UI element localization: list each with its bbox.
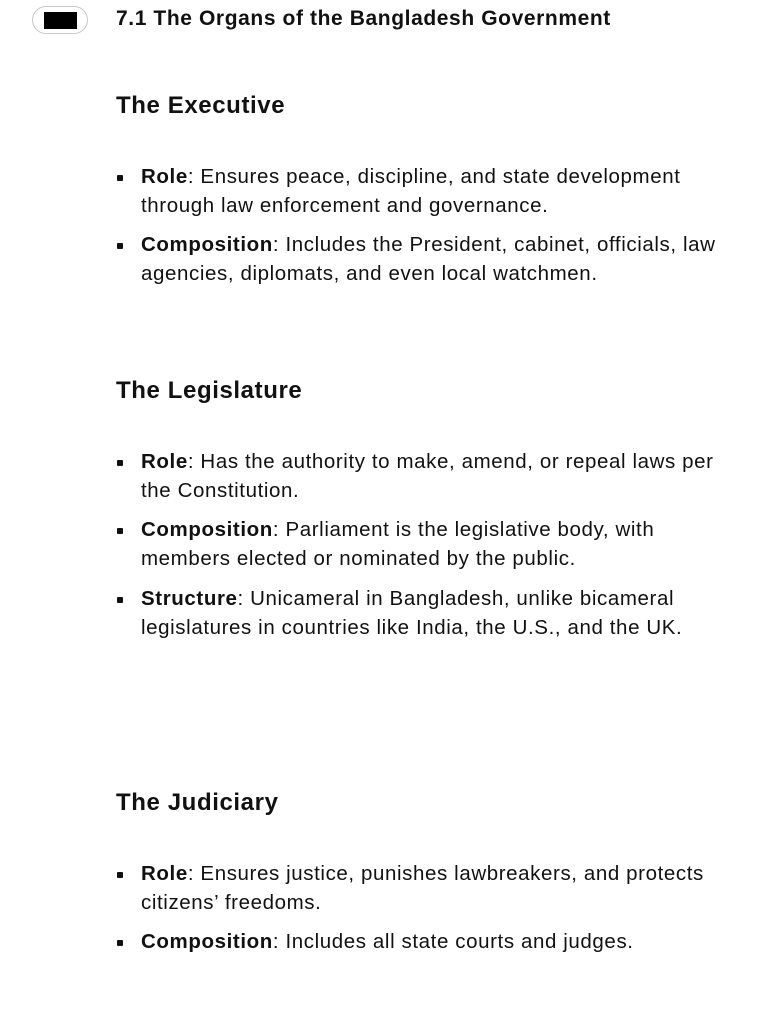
redacted-block: [44, 12, 77, 29]
item-term: Composition: [141, 233, 273, 257]
item-term: Composition: [141, 518, 273, 542]
executive-list: [116, 163, 716, 300]
item-text: : Ensures peace, discipline, and state development through law enforcement and governance.: [141, 165, 681, 217]
list-item: [116, 928, 716, 957]
section-heading-judiciary: The Judiciary: [116, 789, 279, 816]
page-title: 7.1 The Organs of the Bangladesh Government: [116, 7, 611, 30]
item-term: Structure: [141, 586, 238, 610]
item-term: Composition: [141, 930, 273, 954]
item-text: : Parliament is the legislative body, with members elected or nominated by the public.: [141, 518, 655, 571]
list-item: [116, 860, 716, 917]
item-term: Role: [141, 450, 188, 473]
item-term: Role: [141, 862, 188, 885]
section-heading-legislature: The Legislature: [116, 377, 303, 404]
item-text: : Ensures justice, punishes lawbreakers, and protects citizens’ freedoms.: [141, 862, 704, 914]
section-heading-executive: The Executive: [116, 92, 286, 119]
item-term: Role: [141, 165, 188, 188]
avatar[interactable]: [32, 6, 88, 34]
item-text: : Includes all state courts and judges.: [272, 930, 634, 954]
list-item: [116, 163, 716, 220]
list-item: [116, 448, 716, 505]
list-item: [116, 585, 716, 642]
list-item: [116, 231, 716, 288]
legislature-list: [116, 448, 716, 653]
judiciary-list: [116, 860, 716, 968]
item-text: : Includes the President, cabinet, officials, law agencies, diplomats, and even local watchmen.: [141, 233, 716, 286]
list-item: [116, 516, 716, 573]
item-text: : Unicameral in Bangladesh, unlike bicameral legislatures in countries like India, the U.S., and the UK.: [141, 586, 683, 639]
item-text: : Has the authority to make, amend, or repeal laws per the Constitution.: [141, 450, 714, 502]
